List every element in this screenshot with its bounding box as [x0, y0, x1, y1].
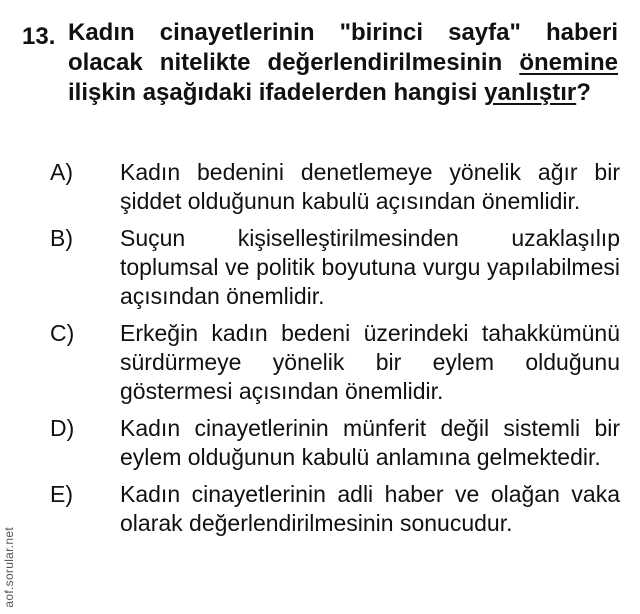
option-text: Kadın cinayetlerinin münferit değil sistemli bir eylem olduğunun kabulü anlamına gelmektedir.	[120, 415, 620, 470]
option-b[interactable]	[50, 224, 620, 311]
option-d[interactable]	[50, 414, 620, 472]
question-stem	[68, 18, 618, 108]
stem-text-end: ?	[576, 79, 591, 106]
option-text: Erkeğin kadın bedeni üzerindeki tahakkümünü sürdürmeye yönelik bir eylem olduğunu göstermesi açısından önemlidir.	[120, 320, 620, 404]
option-e[interactable]	[50, 480, 620, 538]
option-c[interactable]	[50, 319, 620, 406]
option-letter: B)	[50, 225, 73, 251]
stem-text-1: Kadın cinayetlerinin "birinci sayfa" haberi olacak nitelikte değerlendirilmesinin	[68, 19, 618, 76]
option-letter: E)	[50, 481, 73, 507]
option-text: Kadın cinayetlerinin adli haber ve olağan vaka olarak değerlendirilmesinin sonucudur.	[120, 481, 620, 536]
stem-underlined-2: yanlıştır	[484, 79, 577, 106]
site-watermark: aof.sorular.net	[2, 527, 16, 608]
option-letter: C)	[50, 320, 75, 346]
stem-text-2: ilişkin aşağıdaki ifadelerden hangisi	[68, 79, 485, 106]
option-text: Suçun kişiselleştirilmesinden uzaklaşılıp toplumsal ve politik boyutuna vurgu yapılabilmesi açısından önemlidir.	[120, 225, 620, 309]
option-letter: D)	[50, 415, 75, 441]
stem-underlined-1: önemine	[519, 49, 618, 76]
question-number: 13.	[22, 23, 56, 50]
option-a[interactable]	[50, 158, 620, 216]
option-text: Kadın bedenini denetlemeye yönelik ağır bir şiddet olduğunun kabulü açısından önemlidir.	[120, 159, 620, 214]
answer-options	[50, 158, 620, 546]
option-letter: A)	[50, 159, 73, 185]
